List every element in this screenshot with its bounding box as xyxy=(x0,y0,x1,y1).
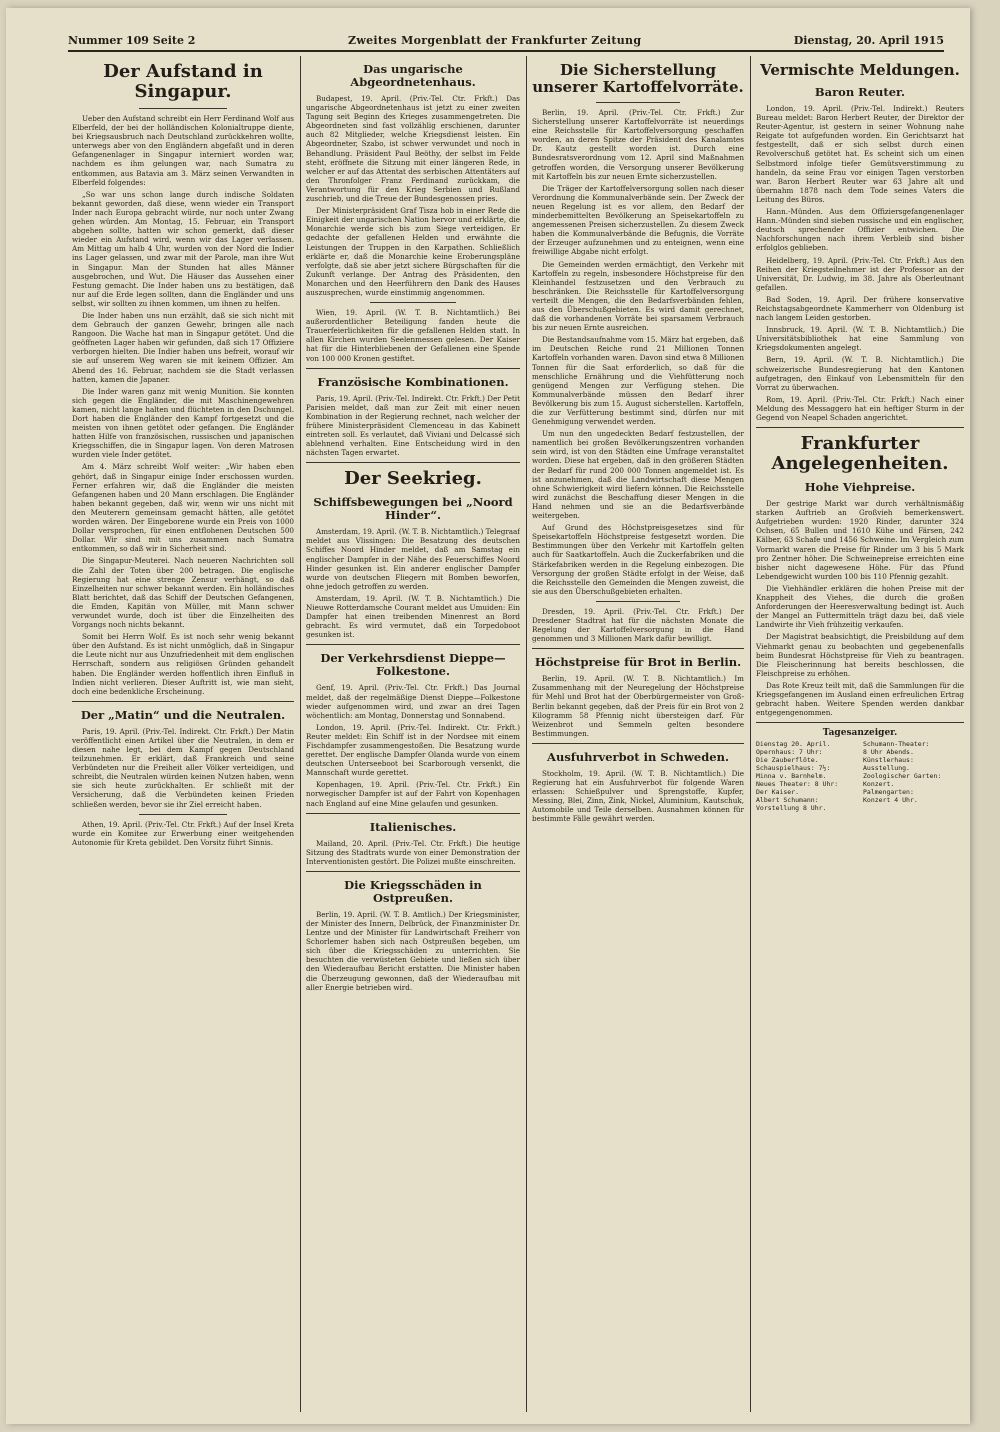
divider xyxy=(306,368,520,369)
article-paragraph: Kopenhagen, 19. April. (Priv.-Tel. Ctr. Frkft.) Ein norwegischer Dampfer ist auf der Fahrt von Kopenhagen nach England auf eine Mine gelaufen und gesunken. xyxy=(306,780,520,808)
headline-vermischte: Vermischte Meldungen. xyxy=(760,61,960,79)
divider xyxy=(139,108,228,109)
article-paragraph: Die Inder haben uns nun erzählt, daß sie sich nicht mit dem Gebrauch der ganzen Gewehr, bringen alle nach Rangoon. Die Wache hat man in Singapur getötet. Und die geöffneten Lager haben wir gefunden, daß sich 17 Offiziere verborgen hielten. Die Indier haben uns befreit, worauf wir sie auf unserem Weg waren sie mit keinem Offizier. Am Abend des 16. Februar, nachdem sie die Stadt verlassen hatten, kamen die Japaner. xyxy=(72,310,294,384)
listing-right: Schumann-Theater: 8 Uhr Abends. Künstlerhaus: Ausstellung. Zoologischer Garten: Konzert. Palmengarten: Konzert 4 Uhr. xyxy=(863,740,942,805)
newspaper-page xyxy=(6,8,970,1424)
article-paragraph: Auf Grund des Höchstpreisgesetzes sind für Speisekartoffeln Höchstpreise festgesetzt worden. Die Bestimmungen über den Verkehr mit Kartoffeln gelten auch für Saatkartoffeln. Auch die Zuckerfabriken und die Stärkefabriken werden in die Regelung einbezogen. Die Versorgung der großen Städte erfolgt in der Weise, daß die Reichsstelle den Gemeinden die Mengen zuweist, die sie aus den Überschußgebieten erhalten. xyxy=(532,523,744,596)
article-paragraph: Budapest, 19. April. (Priv.-Tel. Ctr. Frkft.) Das ungarische Abgeordnetenhaus ist jetzt zu einer zweiten Tagung seit Beginn des Krieges zusammengetreten. Die Abgeordneten sind fast vollzählig erschienen, darunter auch 82 Mitglieder, welche Kriegsdienst leisten. Ein Abgeordneter, Szabo, ist schwer verwundet und noch in Behandlung. Präsident Paul Beöthy, der selbst im Felde steht, eröffnete die Sitzung mit einer längeren Rede, in welcher er auf das Attentat des serbischen Attentäters auf den Thronfolger Franz Ferdinand zurückkam, die Verantwortung für den Krieg Serbien und Rußland zuschrieb, und die Treue der Bundesgenossen pries. xyxy=(306,94,520,204)
column-rule xyxy=(300,56,301,1412)
headline-tagesanzeiger: Tagesanzeiger. xyxy=(822,728,898,739)
headline-ostpreussen: Die Kriegsschäden in Ostpreußen. xyxy=(344,877,482,905)
divider xyxy=(756,722,964,723)
issue-number: Nummer 109 Seite 2 xyxy=(68,34,196,47)
divider xyxy=(139,814,228,815)
headline-dieppe: Der Verkehrsdienst Dieppe—Folkestone. xyxy=(320,651,506,679)
column-3 xyxy=(532,56,744,1414)
article-paragraph: Die Bestandsaufnahme vom 15. März hat ergeben, daß im Deutschen Reiche rund 21 Millionen Tonnen Kartoffeln vorhanden waren. Davon sind etwa 8 Millionen Tonnen für die Saat erforderlich, so daß für die menschliche Ernährung und die Viehfütterung noch genügend Mengen zur Verfügung stehen. Die Kommunalverbände müssen den Bedarf ihrer Bevölkerung bis zum 15. August sicherstellen. Kartoffeln, die zur Verfütterung bestimmt sind, dürfen nur mit Genehmigung verwendet werden. xyxy=(532,335,744,427)
article-paragraph: Berlin, 19. April. (W. T. B. Amtlich.) Der Kriegsminister, der Minister des Innern, Delbrück, der Finanzminister Dr. Lentze und der Minister für Landwirtschaft Freiherr von Schorlemer haben sich nach Ostpreußen begeben, um sich über die Kriegsschäden zu unterrichten. Sie besuchten die verwüsteten Gebiete und ließen sich über den Wiederaufbau Bericht erstatten. Die Minister haben die Überzeugung gewonnen, daß der Wiederaufbau mit aller Energie betrieben wird. xyxy=(306,909,520,992)
divider xyxy=(370,302,456,303)
divider xyxy=(72,701,294,702)
divider xyxy=(306,813,520,814)
article-paragraph: Um nun den ungedeckten Bedarf festzustellen, der namentlich bei großen Bevölkerungszentren vorhanden sein wird, ist von den Städten eine Umfrage veranstaltet worden. Diese hat ergeben, daß in den größeren Städten der Bedarf für rund 200 000 Tonnen angemeldet ist. Es ist anzunehmen, daß die Landwirtschaft diese Mengen ohne Schwierigkeit wird liefern können. Die Reichsstelle wird zunächst die Beschaffung dieser Mengen in die Hand nehmen und sie an die Bedarfsverbände weitergeben. xyxy=(532,429,744,521)
headline-singapur: Der Aufstand in Singapur. xyxy=(103,61,263,102)
headline-brot: Höchstpreise für Brot in Berlin. xyxy=(534,655,742,670)
article-paragraph: Bad Soden, 19. April. Der frühere konservative Reichstagsabgeordnete Kammerherr von Oldenburg ist nach langem Leiden gestorben. xyxy=(756,294,964,323)
listing-left: Dienstag 20. April. Opernhaus: 7 Uhr: Die Zauberflöte. Schauspielhaus: 7½: Minna v. Barnhelm. Neues Theater: 8 Uhr: Der Kaiser. Albert Schumann: Vorstellung 8 Uhr. xyxy=(756,740,839,813)
article-paragraph: Stockholm, 19. April. (W. T. B. Nichtamtlich.) Die Regierung hat ein Ausfuhrverbot für folgende Waren erlassen: Schießpulver und Sprengstoffe, Kupfer, Messing, Blei, Zinn, Zink, Nickel, Aluminium, Kautschuk, Automobile und Teile derselben. Ausnahmen können für bestimmte Fälle gewährt werden. xyxy=(532,768,744,824)
headline-schiffsbewegungen: Schiffsbewegungen bei „Noord Hinder“. xyxy=(313,495,513,523)
headline-frankfurter: Frankfurter Angelegenheiten. xyxy=(771,433,949,475)
article-paragraph: Der gestrige Markt war durch verhältnismäßig starken Auftrieb an Großvieh bemerkenswert. Aufgetrieben wurden: 1920 Rinder, darunter 324 Ochsen, 65 Bullen und 1610 Kühe und Färsen, 242 Kälber, 63 Schafe und 1456 Schweine. Im Vergleich zum Vormarkt waren die Preise für Rinder um 3 bis 5 Mark pro Zentner höher. Die Schweinepreise erreichten eine bisher nicht dagewesene Höhe. Für das Pfund Lebendgewicht wurden 100 bis 110 Pfennig gezahlt. xyxy=(756,499,964,581)
article-paragraph: Wien, 19. April. (W. T. B. Nichtamtlich.) Bei außerordentlicher Beteiligung fanden heute die Trauerfeierlichkeiten für die gefallenen Helden statt. In allen Kirchen wurden Seelenmessen gelesen. Der Kaiser hat für die Hinterbliebenen der Gefallenen eine Spende von 100 000 Kronen gestiftet. xyxy=(306,308,520,363)
headline-seekrieg: Der Seekrieg. xyxy=(344,468,482,490)
headline-viehpreise: Hohe Viehpreise. xyxy=(804,480,916,495)
article-paragraph: Die Singapur-Meuterei. Nach neueren Nachrichten soll die Zahl der Toten über 200 betragen. Die englische Regierung hat eine strenge Zensur verhängt, so daß Einzelheiten nur schwer bekannt werden. Ein holländisches Blatt berichtet, daß das Schiff der Deutschen Gefangenen, die Emden, Kapitän von Müller, mit Mann schwer verwundet wurde, doch ist über die Einzelheiten des Vorgangs noch nichts bekannt. xyxy=(72,556,294,630)
article-paragraph: Athen, 19. April. (Priv.-Tel. Ctr. Frkft.) Auf der Insel Kreta wurde ein Komitee zur Erwerbung einer weitgehenden Autonomie für Kreta gebildet. Den Vorsitz führt Sinnis. xyxy=(72,819,294,847)
article-paragraph: Berlin, 19. April. (W. T. B. Nichtamtlich.) Im Zusammenhang mit der Neuregelung der Höchstpreise für Mehl und Brot hat der Oberbürgermeister von Groß-Berlin bekannt gegeben, daß der Preis für ein Brot von 2 Kilogramm 58 Pfennig nicht übersteigen darf. Für Weizenbrot und Semmeln gelten besondere Bestimmungen. xyxy=(532,674,744,738)
article-paragraph: „So war uns schon lange durch indische Soldaten bekannt geworden, daß diese, wenn wieder ein Transport Inder nach Europa gebracht würde, nur noch unter Zwang gehen würden. Am Montag, 15. Februar, ein Transport abgehen sollte, hatten wir schon gemerkt, daß dieser wieder ein Aufstand wird, wenn wir das Lager verlassen. Am Mittag um halb 4 Uhr, wurden von der Nord die Indier ins Lager gelassen, und zwar mit der Parole, man ihre Wut in Singapur. Man der Stunden hat alles Männer ausgebrochen, und Wut. Die Häuser das Aussehen einer Festung gemacht. Die Inder haben uns zu bestätigen, daß nur auf die Erde legen sollten, dann die Engländer und uns selbst, wir sollten zu ihnen kommen, um ihnen zu helfen. xyxy=(72,189,294,308)
article-paragraph: Amsterdam, 19. April. (W. T. B. Nichtamtlich.) Telegraaf meldet aus Vlissingen: Die Besatzung des deutschen Schiffes Noord Hinder meldet, daß am Samstag ein englischer Dampfer in der Nähe des Feuerschiffes Noord Hinder gesunken ist. Ein anderer englischer Dampfer wurde von deutschen Fliegern mit Bomben beworfen, ohne jedoch getroffen zu werden. xyxy=(306,527,520,591)
divider xyxy=(306,871,520,872)
article-paragraph: Der Magistrat beabsichtigt, die Preisbildung auf dem Viehmarkt genau zu beobachten und gegebenenfalls beim Bundesrat Höchstpreise für Vieh zu beantragen. Die Fleischerinnung hat bereits beschlossen, die Fleischpreise zu erhöhen. xyxy=(756,632,964,678)
article-paragraph: Der Ministerpräsident Graf Tisza hob in einer Rede die Einigkeit der ungarischen Nation hervor und erklärte, die Monarchie werde sich bis zum Siege verteidigen. Er gedachte der gefallenen Helden und erwähnte die Leistungen der Truppen in den Karpathen. Schließlich erklärte er, daß die Monarchie keine Eroberungspläne verfolgte, daß sie aber jetzt sichere Bürgschaften für die Zukunft verlange. Der Antrag des Präsidenten, den Monarchen und den Heerführern den Dank des Hauses auszusprechen, wurde einstimmig angenommen. xyxy=(306,206,520,297)
article-paragraph: Mailand, 20. April. (Priv.-Tel. Ctr. Frkft.) Die heutige Sitzung des Stadtrats wurde von einer Demonstration der Interventionisten gestört. Die Polizei mußte einschreiten. xyxy=(306,838,520,866)
divider xyxy=(596,601,681,602)
article-paragraph: Heidelberg, 19. April. (Priv.-Tel. Ctr. Frkft.) Aus den Reihen der Kriegsteilnehmer ist der Professor an der Universität, Dr. Ludwig, im 38. Jahre als Oberleutnant gefallen. xyxy=(756,255,964,292)
article-paragraph: Innsbruck, 19. April. (W. T. B. Nichtamtlich.) Die Universitätsbibliothek hat eine Sammlung von Kriegsdokumenten angelegt. xyxy=(756,325,964,353)
divider xyxy=(306,644,520,645)
article-paragraph: Am 4. März schreibt Wolf weiter: „Wir haben eben gehört, daß in Singapur einige Inder erschossen wurden. Ferner erfahren wir, daß die Engländer die meisten Gefangenen haben und 20 Mann erschlagen. Die Engländer haben bekannt gegeben, daß wir, wenn wir uns nicht mit den Meuterern gemeinsam gemacht hätten, alle getötet worden wären. Der Eingeborene wurde ein Preis von 1000 Dollar versprochen, für einen entflohenen Deutschen 500 Dollar. Wir sind mit uns zusammen nach Sumatra entkommen, so daß wir in Sicherheit sind. xyxy=(72,462,294,554)
column-rule xyxy=(750,56,751,1412)
divider xyxy=(532,648,744,649)
newspaper-title: Zweites Morgenblatt der Frankfurter Zeitung xyxy=(348,34,642,47)
article-paragraph: Die Träger der Kartoffelversorgung sollen nach dieser Verordnung die Kommunalverbände sein. Der Zweck der neuen Regelung ist es vor allem, den Bedarf der minderbemittelten Bevölkerung an Speisekartoffeln zu angemessenen Preisen sicherzustellen. Zu diesem Zweck haben die Kommunalverbände die Befugnis, die Vorräte der Erzeuger aufzunehmen und zu enteignen, wenn eine freiwillige Abgabe nicht erfolgt. xyxy=(532,183,744,257)
article-paragraph: Genf, 19. April. (Priv.-Tel. Ctr. Frkft.) Das Journal meldet, daß der regelmäßige Dienst Dieppe—Folkestone wieder aufgenommen wird, und zwar an drei Tagen wöchentlich: am Montag, Donnerstag und Sonnabend. xyxy=(306,683,520,720)
column-4 xyxy=(756,56,964,1414)
headline-schweden: Ausfuhrverbot in Schweden. xyxy=(547,749,729,764)
tagesanzeiger-listing xyxy=(756,740,964,812)
article-paragraph: Das Rote Kreuz teilt mit, daß die Sammlungen für die Kriegsgefangenen im Ausland einen erfreulichen Ertrag gebracht haben. Weitere Spenden werden dankbar entgegengenommen. xyxy=(756,680,964,718)
article-paragraph: Amsterdam, 19. April. (W. T. B. Nichtamtlich.) Die Nieuwe Rotterdamsche Courant meldet aus Umuiden: Ein Dampfer hat einen treibenden Minenrest an Bord gebracht. Es wird vermutet, daß ein Torpedoboot gesunken ist. xyxy=(306,593,520,640)
article-paragraph: Berlin, 19. April. (Priv.-Tel. Ctr. Frkft.) Zur Sicherstellung unserer Kartoffelvorräte ist neuerdings eine Reichsstelle für Kartoffelversorgung geschaffen worden, an deren Spitze der Präsident des Kanalamtes Dr. Kautz gestellt worden ist. Durch eine Bundesratsverordnung vom 12. April sind Maßnahmen getroffen worden, die Versorgung unserer Bevölkerung mit Kartoffeln bis zur neuen Ernte sicherzustellen. xyxy=(532,108,744,181)
divider xyxy=(756,427,964,428)
headline-kartoffel: Die Sicherstellung unserer Kartoffelvorräte. xyxy=(532,61,744,96)
article-paragraph: Die Gemeinden werden ermächtigt, den Verkehr mit Kartoffeln zu regeln, insbesondere Höchstpreise für den Kleinhandel festzusetzen und den Verbrauch zu beschränken. Die Reichsstelle für Kartoffelversorgung verteilt die Mengen, die den Bedarfsverbänden fehlen, aus den Überschußgebieten. Es wird damit gerechnet, daß die vorhandenen Vorräte bei sparsamem Verbrauch bis zur neuen Ernte ausreichen. xyxy=(532,259,744,333)
divider xyxy=(532,743,744,744)
article-paragraph: Dresden, 19. April. (Priv.-Tel. Ctr. Frkft.) Der Dresdener Stadtrat hat für die nächsten Monate die Regelung der Kartoffelversorgung in die Hand genommen und 3 Millionen Mark dafür bewilligt. xyxy=(532,606,744,644)
column-1 xyxy=(72,56,294,1414)
article-paragraph: Die Inder waren ganz mit wenig Munition. Sie konnten sich gegen die Engländer, die mit Maschinengewehren kamen, nicht lange halten und flüchteten in den Dschungel. Dort haben die Engländer den Kampf fortgesetzt und die meisten von ihnen getötet oder gefangen. Die Engländer hatten Hilfe von französischen, russischen und japanischen Kriegsschiffen, die in Singapur lagen. Von deren Matrosen wurden viele Inder getötet. xyxy=(72,386,294,460)
article-paragraph: Rom, 19. April. (Priv.-Tel. Ctr. Frkft.) Nach einer Meldung des Messaggero hat ein heftiger Sturm in der Gegend von Neapel Schaden angerichtet. xyxy=(756,394,964,422)
divider xyxy=(596,102,681,103)
article-paragraph: Ueber den Aufstand schreibt ein Herr Ferdinand Wolf aus Elberfeld, der bei der holländischen Kolonialtruppe diente, bei Kriegsausbruch nach Deutschland zurückkehren wollte, unterwegs aber von den Engländern abgefaßt und in deren Gefangenenlager in Singapur interniert worden war, nachdem es ihm gelungen war, nach Sumatra zu entkommen, aus Batavia am 3. März seinen Verwandten in Elberfeld folgendes: xyxy=(72,114,294,187)
article-paragraph: Paris, 19. April. (Priv.-Tel. Indirekt. Ctr. Frkft.) Der Petit Parisien meldet, daß man zur Zeit mit einer neuen Kombination in der Regierung rechnet, nach welcher der frühere Ministerpräsident Clemenceau in das Kabinett eintreten soll. Es verlautet, daß Viviani und Delcassé sich ablehnend verhalten. Eine Entscheidung wird in den nächsten Tagen erwartet. xyxy=(306,393,520,458)
article-paragraph: Paris, 19. April. (Priv.-Tel. Indirekt. Ctr. Frkft.) Der Matin veröffentlicht einen Artikel über die Neutralen, in dem er diesen nahe legt, bei dem Kampf gegen Deutschland teilzunehmen. Er erklärt, daß Frankreich und seine Verbündeten nur die Freiheit aller Völker verteidigen, und schreibt, die Neutralen würden keinen Nutzen haben, wenn sie sich heute zurückhalten. Er schließt mit der Versicherung, daß die Verbündeten keinen Frieden schließen werden, bevor sie ihr Ziel erreicht haben. xyxy=(72,726,294,809)
article-paragraph: Die Viehhändler erklären die hohen Preise mit der Knappheit des Viehes, die durch die großen Anforderungen der Heeresverwaltung bedingt ist. Auch der Mangel an Futtermitteln trägt dazu bei, daß viele Landwirte ihr Vieh frühzeitig verkaufen. xyxy=(756,583,964,630)
headline-ungarisch: Das ungarische Abgeordnetenhaus. xyxy=(350,62,476,89)
article-paragraph: Bern, 19. April. (W. T. B. Nichtamtlich.) Die schweizerische Bundesregierung hat den Kantonen aufgetragen, den Einkauf von Lebensmitteln für den Vorrat zu überwachen. xyxy=(756,355,964,392)
headline-matin: Der „Matin“ und die Neutralen. xyxy=(80,707,286,722)
column-rule xyxy=(526,56,527,1412)
masthead xyxy=(68,30,944,52)
article-paragraph: London, 19. April. (Priv.-Tel. Indirekt.) Reuters Bureau meldet: Baron Herbert Reuter, der Direktor der Reuter-Agentur, ist gestern in seiner Wohnung nahe Reigate tot aufgefunden worden. Ein Gerichtsarzt hat festgestellt, daß er sich selbst durch einen Revolverschuß getötet hat. Es scheint sich um einen Selbstmord infolge tiefer Gemütsverstimmung zu handeln, da seine Frau vor einigen Tagen verstorben war. Baron Herbert Reuter war 63 Jahre alt und übernahm 1878 nach dem Tode seines Vaters die Leitung des Büros. xyxy=(756,104,964,204)
headline-italienisches: Italienisches. xyxy=(369,819,457,834)
article-paragraph: Hann.-Münden. Aus dem Offiziersgefangenenlager Hann.-Münden sind sieben russische und ein englischer, deutsch sprechender Offizier entwichen. Die Nachforschungen nach ihrem Verbleib sind bisher erfolglos geblieben. xyxy=(756,207,964,253)
issue-date: Dienstag, 20. April 1915 xyxy=(793,34,944,47)
divider xyxy=(306,462,520,463)
headline-franzoesisch: Französische Kombinationen. xyxy=(317,374,509,389)
column-2 xyxy=(306,56,520,1414)
article-paragraph: Somit bei Herrn Wolf. Es ist noch sehr wenig bekannt über den Aufstand. Es ist nicht unmöglich, daß in Singapur die Leute nicht nur aus Unzufriedenheit mit dem englischen Herrschaft, sondern aus religiösen Gründen gehandelt haben. Die Engländer werden hoffentlich ihren Einfluß in Indien nicht verlieren. Dieser Auftritt ist, wie man sieht, doch eine bedenkliche Erscheinung. xyxy=(72,632,294,696)
article-paragraph: London, 19. April. (Priv.-Tel. Indirekt. Ctr. Frkft.) Reuter meldet: Ein Schiff ist in der Nordsee mit einem Fischdampfer zusammengestoßen. Die Besatzung wurde gerettet. Der englische Dampfer Olanda wurde von einem deutschen Unterseeboot bei Scarborough versenkt, die Mannschaft wurde gerettet. xyxy=(306,722,520,778)
headline-reuter: Baron Reuter. xyxy=(814,85,906,99)
